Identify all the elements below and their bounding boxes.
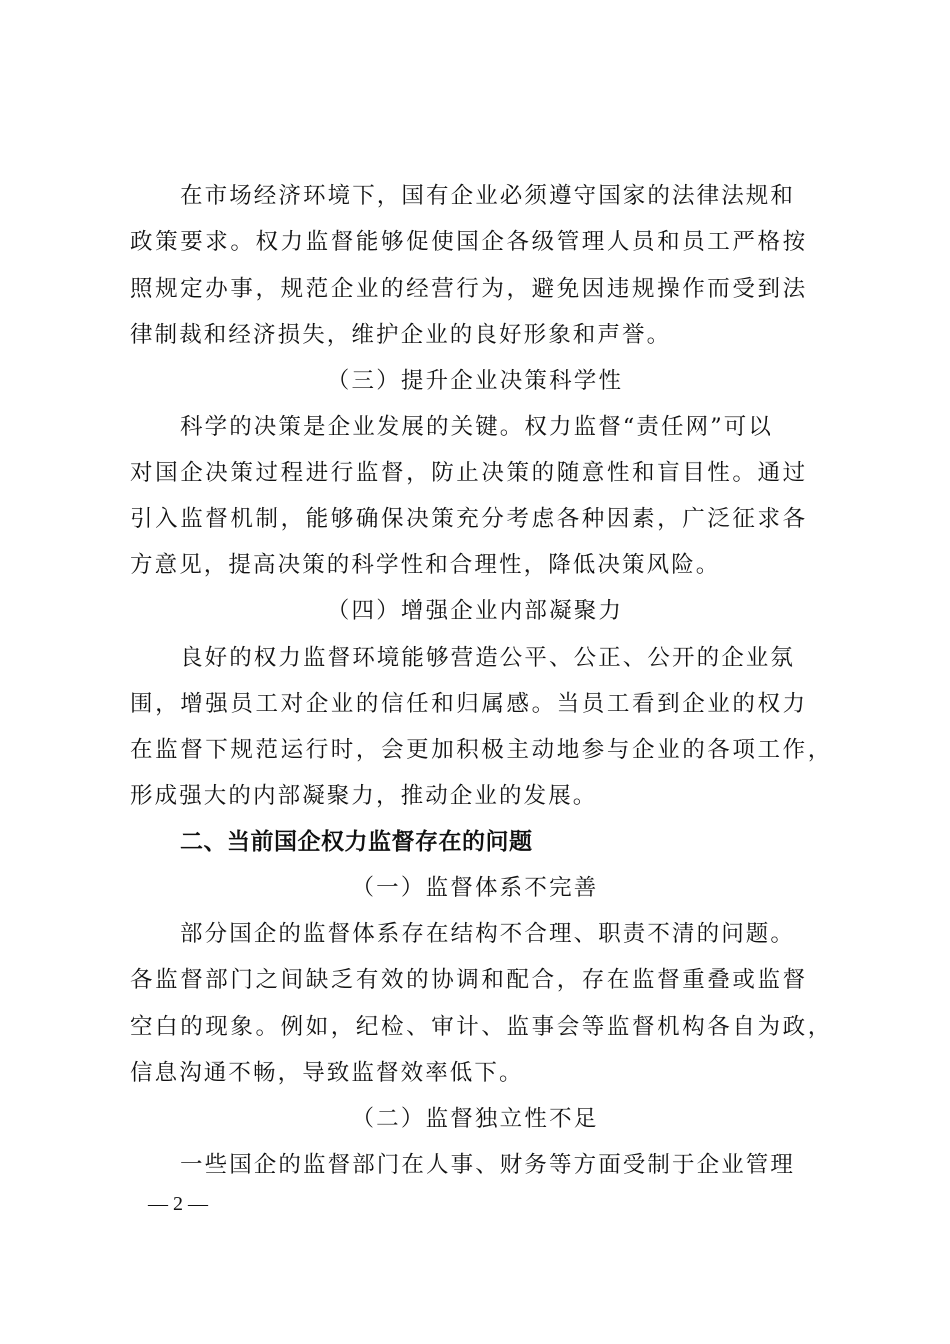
paragraph-line: 在监督下规范运行时，会更加积极主动地参与企业的各项工作， — [130, 737, 833, 763]
paragraph-line: 引入监督机制，能够确保决策充分考虑各种因素，广泛征求各 — [130, 506, 808, 532]
page-number: — 2 — — [148, 1193, 208, 1215]
paragraph-line: 照规定办事，规范企业的经营行为，避免因违规操作而受到法 — [130, 276, 808, 302]
paragraph-line: 部分国企的监督体系存在结构不合理、职责不清的问题。 — [180, 921, 796, 947]
paragraph-line: 一些国企的监督部门在人事、财务等方面受制于企业管理 — [180, 1152, 796, 1178]
paragraph-line: 信息沟通不畅，导致监督效率低下。 — [130, 1060, 524, 1086]
subheading-1: （一）监督体系不完善 — [351, 875, 599, 901]
paragraph-line: 政策要求。权力监督能够促使国企各级管理人员和员工严格按 — [130, 229, 808, 255]
paragraph-line: 各监督部门之间缺乏有效的协调和配合，存在监督重叠或监督 — [130, 967, 808, 993]
paragraph-line: 良好的权力监督环境能够营造公平、公正、公开的企业氛 — [180, 645, 796, 671]
subheading-4: （四）增强企业内部凝聚力 — [326, 598, 624, 624]
paragraph-line: 对国企决策过程进行监督，防止决策的随意性和盲目性。通过 — [130, 460, 808, 486]
section-heading: 二、当前国企权力监督存在的问题 — [180, 829, 533, 855]
paragraph-line: 方意见，提高决策的科学性和合理性，降低决策风险。 — [130, 552, 721, 578]
subheading-3: （三）提升企业决策科学性 — [326, 368, 624, 394]
subheading-2: （二）监督独立性不足 — [351, 1106, 599, 1132]
paragraph-line: 律制裁和经济损失，维护企业的良好形象和声誉。 — [130, 322, 672, 348]
paragraph-line: 空白的现象。例如，纪检、审计、监事会等监督机构各自为政， — [130, 1014, 833, 1040]
paragraph-line: 在市场经济环境下，国有企业必须遵守国家的法律法规和 — [180, 183, 796, 209]
paragraph-line: 围，增强员工对企业的信任和归属感。当员工看到企业的权力 — [130, 691, 808, 717]
paragraph-line: 形成强大的内部凝聚力，推动企业的发展。 — [130, 783, 598, 809]
paragraph-line: 科学的决策是企业发展的关键。权力监督“责任网”可以 — [180, 414, 774, 440]
